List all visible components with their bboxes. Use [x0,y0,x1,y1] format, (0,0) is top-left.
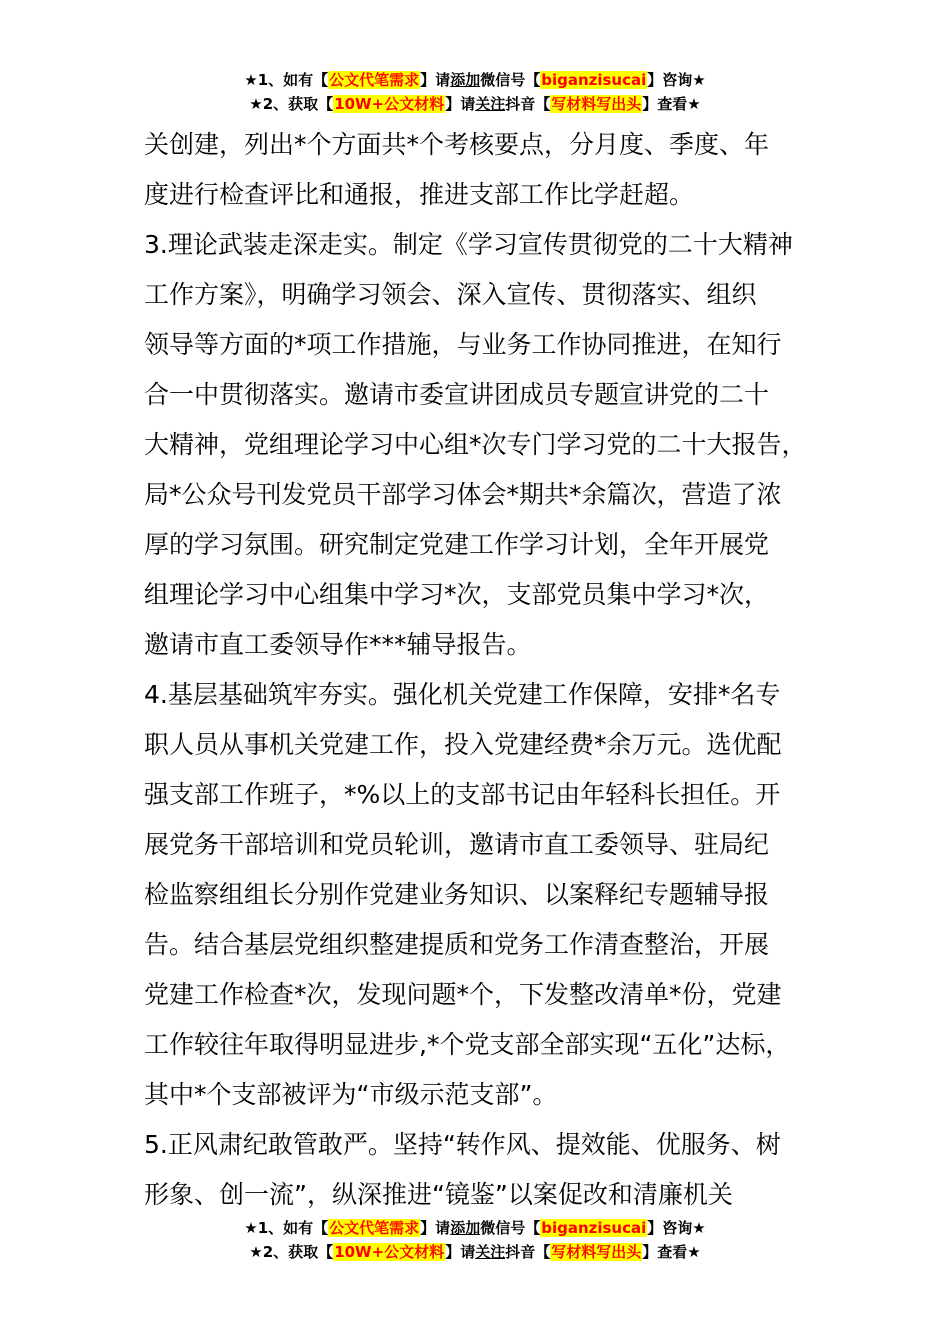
body-line: 3.理论武装走深走实。制定《学习宣传贯彻党的二十大精神 [144,230,793,259]
banner-text: 抖音【 [505,95,551,113]
body-line: 领导等方面的*项工作措施，与业务工作协同推进，在知行 [144,330,782,359]
body-line: 工作较往年取得明显进步,*个党支部全部实现“五化”达标， [144,1030,791,1059]
douyin-account: 写材料写出头 [551,95,642,113]
body-line: 大精神，党组理论学习中心组*次专门学习党的二十大报告， [144,430,807,459]
body-line: 形象、创一流”，纵深推进“镜鉴”以案促改和清廉机关 [144,1180,733,1209]
banner-text: 抖音【 [505,1243,551,1261]
body-line: 组理论学习中心组集中学习*次，支部党员集中学习*次， [144,580,770,609]
body-line: 合一中贯彻落实。邀请市委宣讲团成员专题宣讲党的二十 [144,380,770,409]
banner-text: 】请 [420,1219,451,1237]
underlined-text: 关注 [475,95,506,113]
document-body [144,120,824,1220]
banner-text: 微信号【 [480,1219,541,1237]
banner-text: 】请 [445,95,476,113]
banner-text: 】咨询★ [647,1219,706,1237]
body-line: 度进行检查评比和通报，推进支部工作比学赶超。 [144,180,695,209]
banner-text: ★1、如有【 [244,1219,329,1237]
body-line: 局*公众号刊发党员干部学习体会*期共*余篇次，营造了浓 [144,480,782,509]
body-line: 邀请市直工委领导作***辅导报告。 [144,630,532,659]
banner-text: 】咨询★ [647,71,706,89]
wechat-id: biganzisucai [541,71,647,89]
body-line: 其中*个支部被评为“市级示范支部”。 [144,1080,558,1109]
body-line: 4.基层基础筑牢夯实。强化机关党建工作保障，安排*名专 [144,680,781,709]
banner-text: ★2、获取【 [249,95,334,113]
body-line: 关创建，列出*个方面共*个考核要点，分月度、季度、年 [144,130,770,159]
wechat-id: biganzisucai [541,1219,647,1237]
highlight-text: 10W+公文材料 [334,1243,445,1261]
header-banner [0,68,950,116]
highlight-text: 公文代笔需求 [329,1219,420,1237]
footer-banner [0,1216,950,1264]
body-line: 党建工作检查*次，发现问题*个，下发整改清单*份，党建 [144,980,782,1009]
body-line: 展党务干部培训和党员轮训，邀请市直工委领导、驻局纪 [144,830,770,859]
banner-line-1 [0,68,950,92]
body-line: 告。结合基层党组织整建提质和党务工作清查整治，开展 [144,930,770,959]
banner-text: ★2、获取【 [249,1243,334,1261]
banner-text: 微信号【 [480,71,541,89]
banner-line-1 [0,1216,950,1240]
banner-text: 】请 [420,71,451,89]
highlight-text: 10W+公文材料 [334,95,445,113]
banner-text: 】请 [445,1243,476,1261]
underlined-text: 关注 [475,1243,506,1261]
body-line: 厚的学习氛围。研究制定党建工作学习计划，全年开展党 [144,530,770,559]
body-line: 检监察组组长分别作党建业务知识、以案释纪专题辅导报 [144,880,770,909]
body-line: 强支部工作班子，*%以上的支部书记由年轻科长担任。开 [144,780,781,809]
underlined-text: 添加 [450,71,481,89]
body-line: 工作方案》，明确学习领会、深入宣传、贯彻落实、组织 [144,280,757,309]
banner-line-2 [0,92,950,116]
banner-text: 】查看★ [642,1243,701,1261]
underlined-text: 添加 [450,1219,481,1237]
highlight-text: 公文代笔需求 [329,71,420,89]
banner-line-2 [0,1240,950,1264]
banner-text: ★1、如有【 [244,71,329,89]
body-line: 5.正风肃纪敢管敢严。坚持“转作风、提效能、优服务、树 [144,1130,781,1159]
douyin-account: 写材料写出头 [551,1243,642,1261]
banner-text: 】查看★ [642,95,701,113]
body-line: 职人员从事机关党建工作，投入党建经费*余万元。选优配 [144,730,782,759]
